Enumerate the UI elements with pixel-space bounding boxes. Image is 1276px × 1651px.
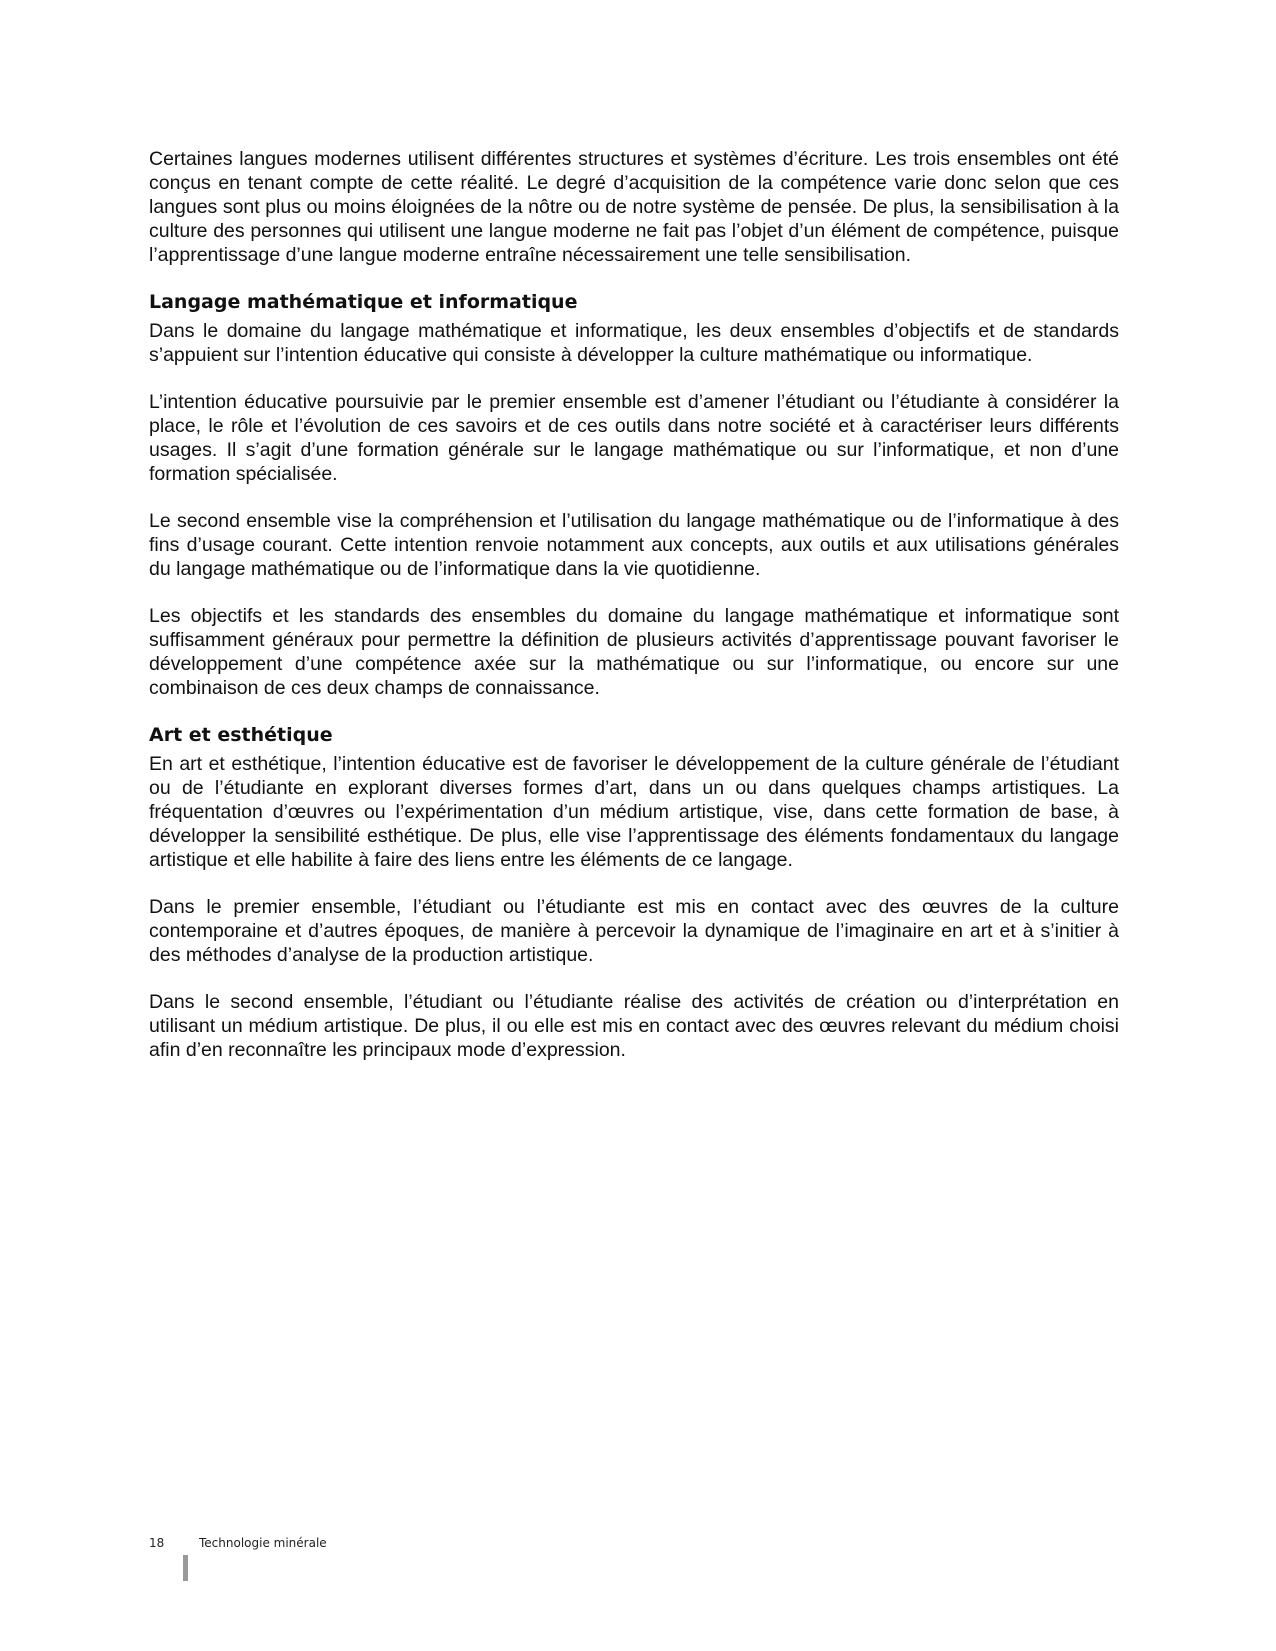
page-number: 18 (149, 1536, 165, 1550)
art-paragraph-1: En art et esthétique, l’intention éducative est de favoriser le développement de la culture générale de l’étudiant ou de l’étudiante en explorant diverses formes d’art, dans un ou dans quelques champs artistiques. La fréquentation d’œuvres ou l’expérimentation d’un médium artistique, vise, dans cette formation de base, à développer la sensibilité esthétique. De plus, elle vise l’apprentissage des éléments fondamentaux du langage artistique et elle habilite à faire des liens entre les éléments de ce langage. (149, 753, 1119, 871)
math-paragraph-3: Le second ensemble vise la compréhension et l’utilisation du langage mathématique ou de l’informatique à des fins d’usage courant. Cette intention renvoie notamment aux concepts, aux outils et aux utilisations générales du langage mathématique ou de l’informatique dans la vie quotidienne. (149, 510, 1119, 580)
document-title: Technologie minérale (199, 1536, 327, 1550)
math-paragraph-2: L’intention éducative poursuivie par le premier ensemble est d’amener l’étudiant ou l’étudiante à considérer la place, le rôle et l’évolution de ces savoirs et de ces outils dans notre société et à caractériser leurs différents usages. Il s’agit d’une formation générale sur le langage mathématique ou sur l’informatique, et non d’une formation spécialisée. (149, 391, 1119, 485)
footer-margin-bar (183, 1555, 188, 1581)
intro-paragraph: Certaines langues modernes utilisent différentes structures et systèmes d’écriture. Les trois ensembles ont été conçus en tenant compte de cette réalité. Le degré d’acquisition de la compétence varie donc selon que ces langues sont plus ou moins éloignées de la nôtre ou de notre système de pensée. De plus, la sensibilisation à la culture des personnes qui utilisent une langue moderne ne fait pas l’objet d’un élément de compétence, puisque l’apprentissage d’une langue moderne entraîne nécessairement une telle sensibilisation. (149, 148, 1119, 266)
math-paragraph-1: Dans le domaine du langage mathématique et informatique, les deux ensembles d’objectifs et de standards s’appuient sur l’intention éducative qui consiste à développer la culture mathématique ou informatique. (149, 320, 1119, 366)
section-heading-math: Langage mathématique et informatique (149, 291, 578, 313)
page-body (149, 147, 1119, 1085)
section-heading-art: Art et esthétique (149, 724, 333, 746)
art-paragraph-3: Dans le second ensemble, l’étudiant ou l’étudiante réalise des activités de création ou d’interprétation en utilisant un médium artistique. De plus, il ou elle est mis en contact avec des œuvres relevant du médium choisi afin d’en reconnaître les principaux mode d’expression. (149, 991, 1119, 1061)
art-paragraph-2: Dans le premier ensemble, l’étudiant ou l’étudiante est mis en contact avec des œuvres de la culture contemporaine et d’autres époques, de manière à percevoir la dynamique de l’imaginaire en art et à s’initier à des méthodes d’analyse de la production artistique. (149, 896, 1119, 966)
page-footer (149, 1536, 327, 1550)
math-paragraph-4: Les objectifs et les standards des ensembles du domaine du langage mathématique et informatique sont suffisamment généraux pour permettre la définition de plusieurs activités d’apprentissage pouvant favoriser le développement d’une compétence axée sur la mathématique ou sur l’informatique, ou encore sur une combinaison de ces deux champs de connaissance. (149, 605, 1119, 699)
